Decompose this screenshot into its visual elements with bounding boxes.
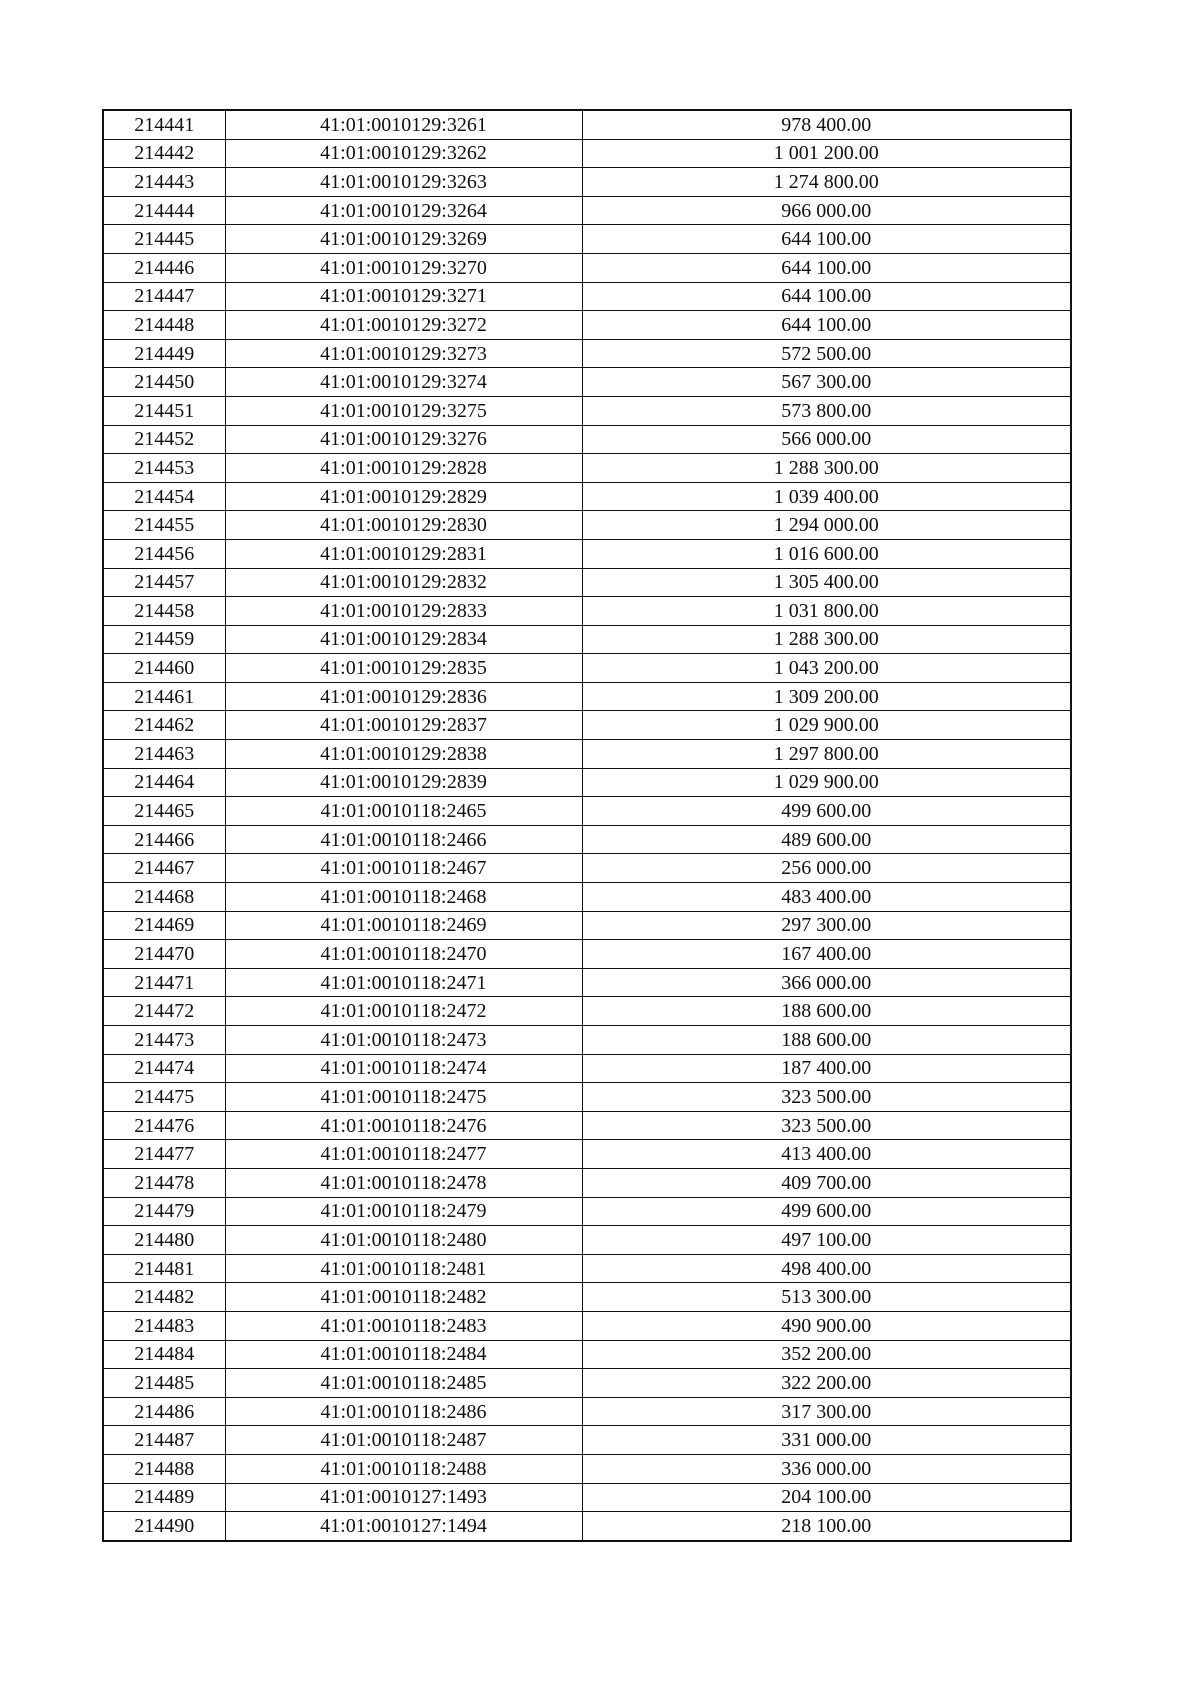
cadastral-value-cell: 1 288 300.00 — [582, 454, 1071, 483]
row-number-cell: 214443 — [103, 168, 225, 197]
cadastral-value-cell: 322 200.00 — [582, 1369, 1071, 1398]
table-row — [103, 454, 1071, 483]
cadastral-value-cell: 499 600.00 — [582, 1197, 1071, 1226]
cadastral-number-cell: 41:01:0010118:2465 — [225, 797, 582, 826]
cadastral-value-cell: 498 400.00 — [582, 1254, 1071, 1283]
table-row — [103, 1483, 1071, 1512]
cadastral-value-cell: 572 500.00 — [582, 339, 1071, 368]
row-number-cell: 214452 — [103, 425, 225, 454]
row-number-cell: 214486 — [103, 1397, 225, 1426]
row-number-cell: 214469 — [103, 911, 225, 940]
row-number-cell: 214482 — [103, 1283, 225, 1312]
row-number-cell: 214444 — [103, 196, 225, 225]
cadastral-value-cell: 336 000.00 — [582, 1454, 1071, 1483]
table-row — [103, 425, 1071, 454]
cadastral-number-cell: 41:01:0010129:2835 — [225, 654, 582, 683]
table-row — [103, 1197, 1071, 1226]
row-number-cell: 214442 — [103, 139, 225, 168]
cadastral-number-cell: 41:01:0010129:3275 — [225, 396, 582, 425]
cadastral-value-cell: 1 029 900.00 — [582, 711, 1071, 740]
cadastral-value-cell: 644 100.00 — [582, 282, 1071, 311]
table-row — [103, 1311, 1071, 1340]
cadastral-number-cell: 41:01:0010118:2477 — [225, 1140, 582, 1169]
cadastral-number-cell: 41:01:0010118:2472 — [225, 997, 582, 1026]
row-number-cell: 214485 — [103, 1369, 225, 1398]
table-row — [103, 539, 1071, 568]
cadastral-value-cell: 1 294 000.00 — [582, 511, 1071, 540]
cadastral-value-cell: 218 100.00 — [582, 1512, 1071, 1541]
cadastral-number-cell: 41:01:0010118:2466 — [225, 825, 582, 854]
row-number-cell: 214465 — [103, 797, 225, 826]
cadastral-value-cell: 483 400.00 — [582, 883, 1071, 912]
row-number-cell: 214461 — [103, 682, 225, 711]
cadastral-number-cell: 41:01:0010118:2468 — [225, 883, 582, 912]
cadastral-value-cell: 188 600.00 — [582, 1026, 1071, 1055]
cadastral-value-cell: 413 400.00 — [582, 1140, 1071, 1169]
row-number-cell: 214456 — [103, 539, 225, 568]
cadastral-value-cell: 256 000.00 — [582, 854, 1071, 883]
row-number-cell: 214483 — [103, 1311, 225, 1340]
row-number-cell: 214449 — [103, 339, 225, 368]
cadastral-value-cell: 1 288 300.00 — [582, 625, 1071, 654]
table-row — [103, 1026, 1071, 1055]
cadastral-number-cell: 41:01:0010127:1493 — [225, 1483, 582, 1512]
cadastral-value-cell: 566 000.00 — [582, 425, 1071, 454]
cadastral-number-cell: 41:01:0010118:2469 — [225, 911, 582, 940]
cadastral-number-cell: 41:01:0010118:2488 — [225, 1454, 582, 1483]
row-number-cell: 214474 — [103, 1054, 225, 1083]
cadastral-number-cell: 41:01:0010118:2479 — [225, 1197, 582, 1226]
cadastral-number-cell: 41:01:0010118:2471 — [225, 968, 582, 997]
row-number-cell: 214459 — [103, 625, 225, 654]
cadastral-number-cell: 41:01:0010129:3261 — [225, 110, 582, 139]
row-number-cell: 214466 — [103, 825, 225, 854]
cadastral-value-cell: 409 700.00 — [582, 1168, 1071, 1197]
cadastral-value-cell: 187 400.00 — [582, 1054, 1071, 1083]
row-number-cell: 214462 — [103, 711, 225, 740]
row-number-cell: 214488 — [103, 1454, 225, 1483]
cadastral-number-cell: 41:01:0010127:1494 — [225, 1512, 582, 1541]
cadastral-value-cell: 1 305 400.00 — [582, 568, 1071, 597]
cadastral-value-cell: 1 029 900.00 — [582, 768, 1071, 797]
cadastral-value-cell: 352 200.00 — [582, 1340, 1071, 1369]
table-row — [103, 282, 1071, 311]
row-number-cell: 214471 — [103, 968, 225, 997]
cadastral-number-cell: 41:01:0010129:3272 — [225, 311, 582, 340]
table-row — [103, 196, 1071, 225]
cadastral-value-cell: 331 000.00 — [582, 1426, 1071, 1455]
cadastral-value-cell: 499 600.00 — [582, 797, 1071, 826]
cadastral-number-cell: 41:01:0010129:2839 — [225, 768, 582, 797]
row-number-cell: 214476 — [103, 1111, 225, 1140]
cadastral-value-cell: 1 297 800.00 — [582, 740, 1071, 769]
cadastral-number-cell: 41:01:0010129:3270 — [225, 253, 582, 282]
cadastral-number-cell: 41:01:0010118:2487 — [225, 1426, 582, 1455]
table-row — [103, 482, 1071, 511]
row-number-cell: 214477 — [103, 1140, 225, 1169]
cadastral-number-cell: 41:01:0010118:2486 — [225, 1397, 582, 1426]
cadastral-number-cell: 41:01:0010129:3276 — [225, 425, 582, 454]
cadastral-number-cell: 41:01:0010129:3271 — [225, 282, 582, 311]
cadastral-number-cell: 41:01:0010118:2485 — [225, 1369, 582, 1398]
table-row — [103, 1083, 1071, 1112]
table-row — [103, 139, 1071, 168]
cadastral-value-cell: 497 100.00 — [582, 1226, 1071, 1255]
row-number-cell: 214460 — [103, 654, 225, 683]
table-row — [103, 168, 1071, 197]
table-row — [103, 1283, 1071, 1312]
cadastral-value-cell: 317 300.00 — [582, 1397, 1071, 1426]
cadastral-value-cell: 966 000.00 — [582, 196, 1071, 225]
table-row — [103, 1168, 1071, 1197]
row-number-cell: 214451 — [103, 396, 225, 425]
table-row — [103, 768, 1071, 797]
row-number-cell: 214463 — [103, 740, 225, 769]
table-row — [103, 225, 1071, 254]
table-row — [103, 1226, 1071, 1255]
table-row — [103, 1340, 1071, 1369]
row-number-cell: 214446 — [103, 253, 225, 282]
row-number-cell: 214473 — [103, 1026, 225, 1055]
cadastral-value-cell: 1 039 400.00 — [582, 482, 1071, 511]
cadastral-value-cell: 1 309 200.00 — [582, 682, 1071, 711]
table-row — [103, 797, 1071, 826]
table-row — [103, 368, 1071, 397]
table-row — [103, 568, 1071, 597]
row-number-cell: 214445 — [103, 225, 225, 254]
table-row — [103, 968, 1071, 997]
table-row — [103, 1140, 1071, 1169]
row-number-cell: 214467 — [103, 854, 225, 883]
table-row — [103, 825, 1071, 854]
row-number-cell: 214475 — [103, 1083, 225, 1112]
cadastral-number-cell: 41:01:0010129:2837 — [225, 711, 582, 740]
cadastral-number-cell: 41:01:0010118:2478 — [225, 1168, 582, 1197]
cadastral-value-cell: 323 500.00 — [582, 1111, 1071, 1140]
cadastral-number-cell: 41:01:0010129:2829 — [225, 482, 582, 511]
cadastral-number-cell: 41:01:0010118:2475 — [225, 1083, 582, 1112]
table-row — [103, 511, 1071, 540]
cadastral-number-cell: 41:01:0010118:2482 — [225, 1283, 582, 1312]
cadastral-number-cell: 41:01:0010129:2833 — [225, 597, 582, 626]
row-number-cell: 214484 — [103, 1340, 225, 1369]
cadastral-number-cell: 41:01:0010118:2474 — [225, 1054, 582, 1083]
cadastral-value-cell: 644 100.00 — [582, 225, 1071, 254]
cadastral-value-cell: 513 300.00 — [582, 1283, 1071, 1312]
table-row — [103, 682, 1071, 711]
cadastral-number-cell: 41:01:0010118:2480 — [225, 1226, 582, 1255]
row-number-cell: 214490 — [103, 1512, 225, 1541]
cadastral-number-cell: 41:01:0010118:2473 — [225, 1026, 582, 1055]
table-row — [103, 625, 1071, 654]
table-row — [103, 1397, 1071, 1426]
cadastral-number-cell: 41:01:0010118:2470 — [225, 940, 582, 969]
cadastral-number-cell: 41:01:0010118:2481 — [225, 1254, 582, 1283]
row-number-cell: 214487 — [103, 1426, 225, 1455]
table-row — [103, 854, 1071, 883]
table-row — [103, 1512, 1071, 1541]
table-row — [103, 911, 1071, 940]
cadastral-number-cell: 41:01:0010118:2476 — [225, 1111, 582, 1140]
cadastral-value-cell: 204 100.00 — [582, 1483, 1071, 1512]
cadastral-number-cell: 41:01:0010129:3274 — [225, 368, 582, 397]
row-number-cell: 214464 — [103, 768, 225, 797]
cadastral-value-cell: 1 001 200.00 — [582, 139, 1071, 168]
table-row — [103, 1426, 1071, 1455]
row-number-cell: 214478 — [103, 1168, 225, 1197]
cadastral-number-cell: 41:01:0010118:2484 — [225, 1340, 582, 1369]
table-body — [103, 110, 1071, 1541]
cadastral-value-cell: 567 300.00 — [582, 368, 1071, 397]
row-number-cell: 214453 — [103, 454, 225, 483]
cadastral-number-cell: 41:01:0010129:2836 — [225, 682, 582, 711]
table-row — [103, 110, 1071, 139]
row-number-cell: 214454 — [103, 482, 225, 511]
row-number-cell: 214441 — [103, 110, 225, 139]
cadastral-value-cell: 490 900.00 — [582, 1311, 1071, 1340]
row-number-cell: 214455 — [103, 511, 225, 540]
table-row — [103, 253, 1071, 282]
row-number-cell: 214458 — [103, 597, 225, 626]
table-row — [103, 654, 1071, 683]
cadastral-number-cell: 41:01:0010129:2831 — [225, 539, 582, 568]
cadastral-value-cell: 366 000.00 — [582, 968, 1071, 997]
table-row — [103, 1454, 1071, 1483]
table-row — [103, 311, 1071, 340]
row-number-cell: 214480 — [103, 1226, 225, 1255]
table-row — [103, 1111, 1071, 1140]
cadastral-number-cell: 41:01:0010118:2483 — [225, 1311, 582, 1340]
cadastral-number-cell: 41:01:0010129:3262 — [225, 139, 582, 168]
table-row — [103, 711, 1071, 740]
cadastral-number-cell: 41:01:0010129:3273 — [225, 339, 582, 368]
cadastral-value-cell: 978 400.00 — [582, 110, 1071, 139]
cadastral-value-cell: 644 100.00 — [582, 253, 1071, 282]
cadastral-value-cell: 297 300.00 — [582, 911, 1071, 940]
cadastral-value-cell: 1 016 600.00 — [582, 539, 1071, 568]
table-row — [103, 1054, 1071, 1083]
cadastral-value-cell: 489 600.00 — [582, 825, 1071, 854]
table-row — [103, 740, 1071, 769]
cadastral-value-cell: 188 600.00 — [582, 997, 1071, 1026]
table-row — [103, 883, 1071, 912]
row-number-cell: 214468 — [103, 883, 225, 912]
row-number-cell: 214448 — [103, 311, 225, 340]
cadastral-value-cell: 323 500.00 — [582, 1083, 1071, 1112]
cadastral-value-cell: 1 043 200.00 — [582, 654, 1071, 683]
cadastral-value-cell: 573 800.00 — [582, 396, 1071, 425]
cadastral-number-cell: 41:01:0010129:2832 — [225, 568, 582, 597]
table-row — [103, 1369, 1071, 1398]
row-number-cell: 214489 — [103, 1483, 225, 1512]
cadastral-number-cell: 41:01:0010129:3263 — [225, 168, 582, 197]
cadastral-value-cell: 1 274 800.00 — [582, 168, 1071, 197]
table-row — [103, 940, 1071, 969]
cadastral-number-cell: 41:01:0010129:2830 — [225, 511, 582, 540]
row-number-cell: 214481 — [103, 1254, 225, 1283]
cadastral-value-cell: 644 100.00 — [582, 311, 1071, 340]
cadastral-value-table — [102, 109, 1072, 1542]
cadastral-number-cell: 41:01:0010129:2834 — [225, 625, 582, 654]
table-row — [103, 396, 1071, 425]
row-number-cell: 214470 — [103, 940, 225, 969]
cadastral-value-cell: 167 400.00 — [582, 940, 1071, 969]
table-row — [103, 597, 1071, 626]
cadastral-number-cell: 41:01:0010129:2828 — [225, 454, 582, 483]
cadastral-number-cell: 41:01:0010129:3269 — [225, 225, 582, 254]
cadastral-number-cell: 41:01:0010118:2467 — [225, 854, 582, 883]
table-row — [103, 339, 1071, 368]
table-row — [103, 997, 1071, 1026]
cadastral-value-cell: 1 031 800.00 — [582, 597, 1071, 626]
cadastral-number-cell: 41:01:0010129:3264 — [225, 196, 582, 225]
row-number-cell: 214450 — [103, 368, 225, 397]
row-number-cell: 214457 — [103, 568, 225, 597]
row-number-cell: 214479 — [103, 1197, 225, 1226]
row-number-cell: 214447 — [103, 282, 225, 311]
table-row — [103, 1254, 1071, 1283]
cadastral-number-cell: 41:01:0010129:2838 — [225, 740, 582, 769]
row-number-cell: 214472 — [103, 997, 225, 1026]
